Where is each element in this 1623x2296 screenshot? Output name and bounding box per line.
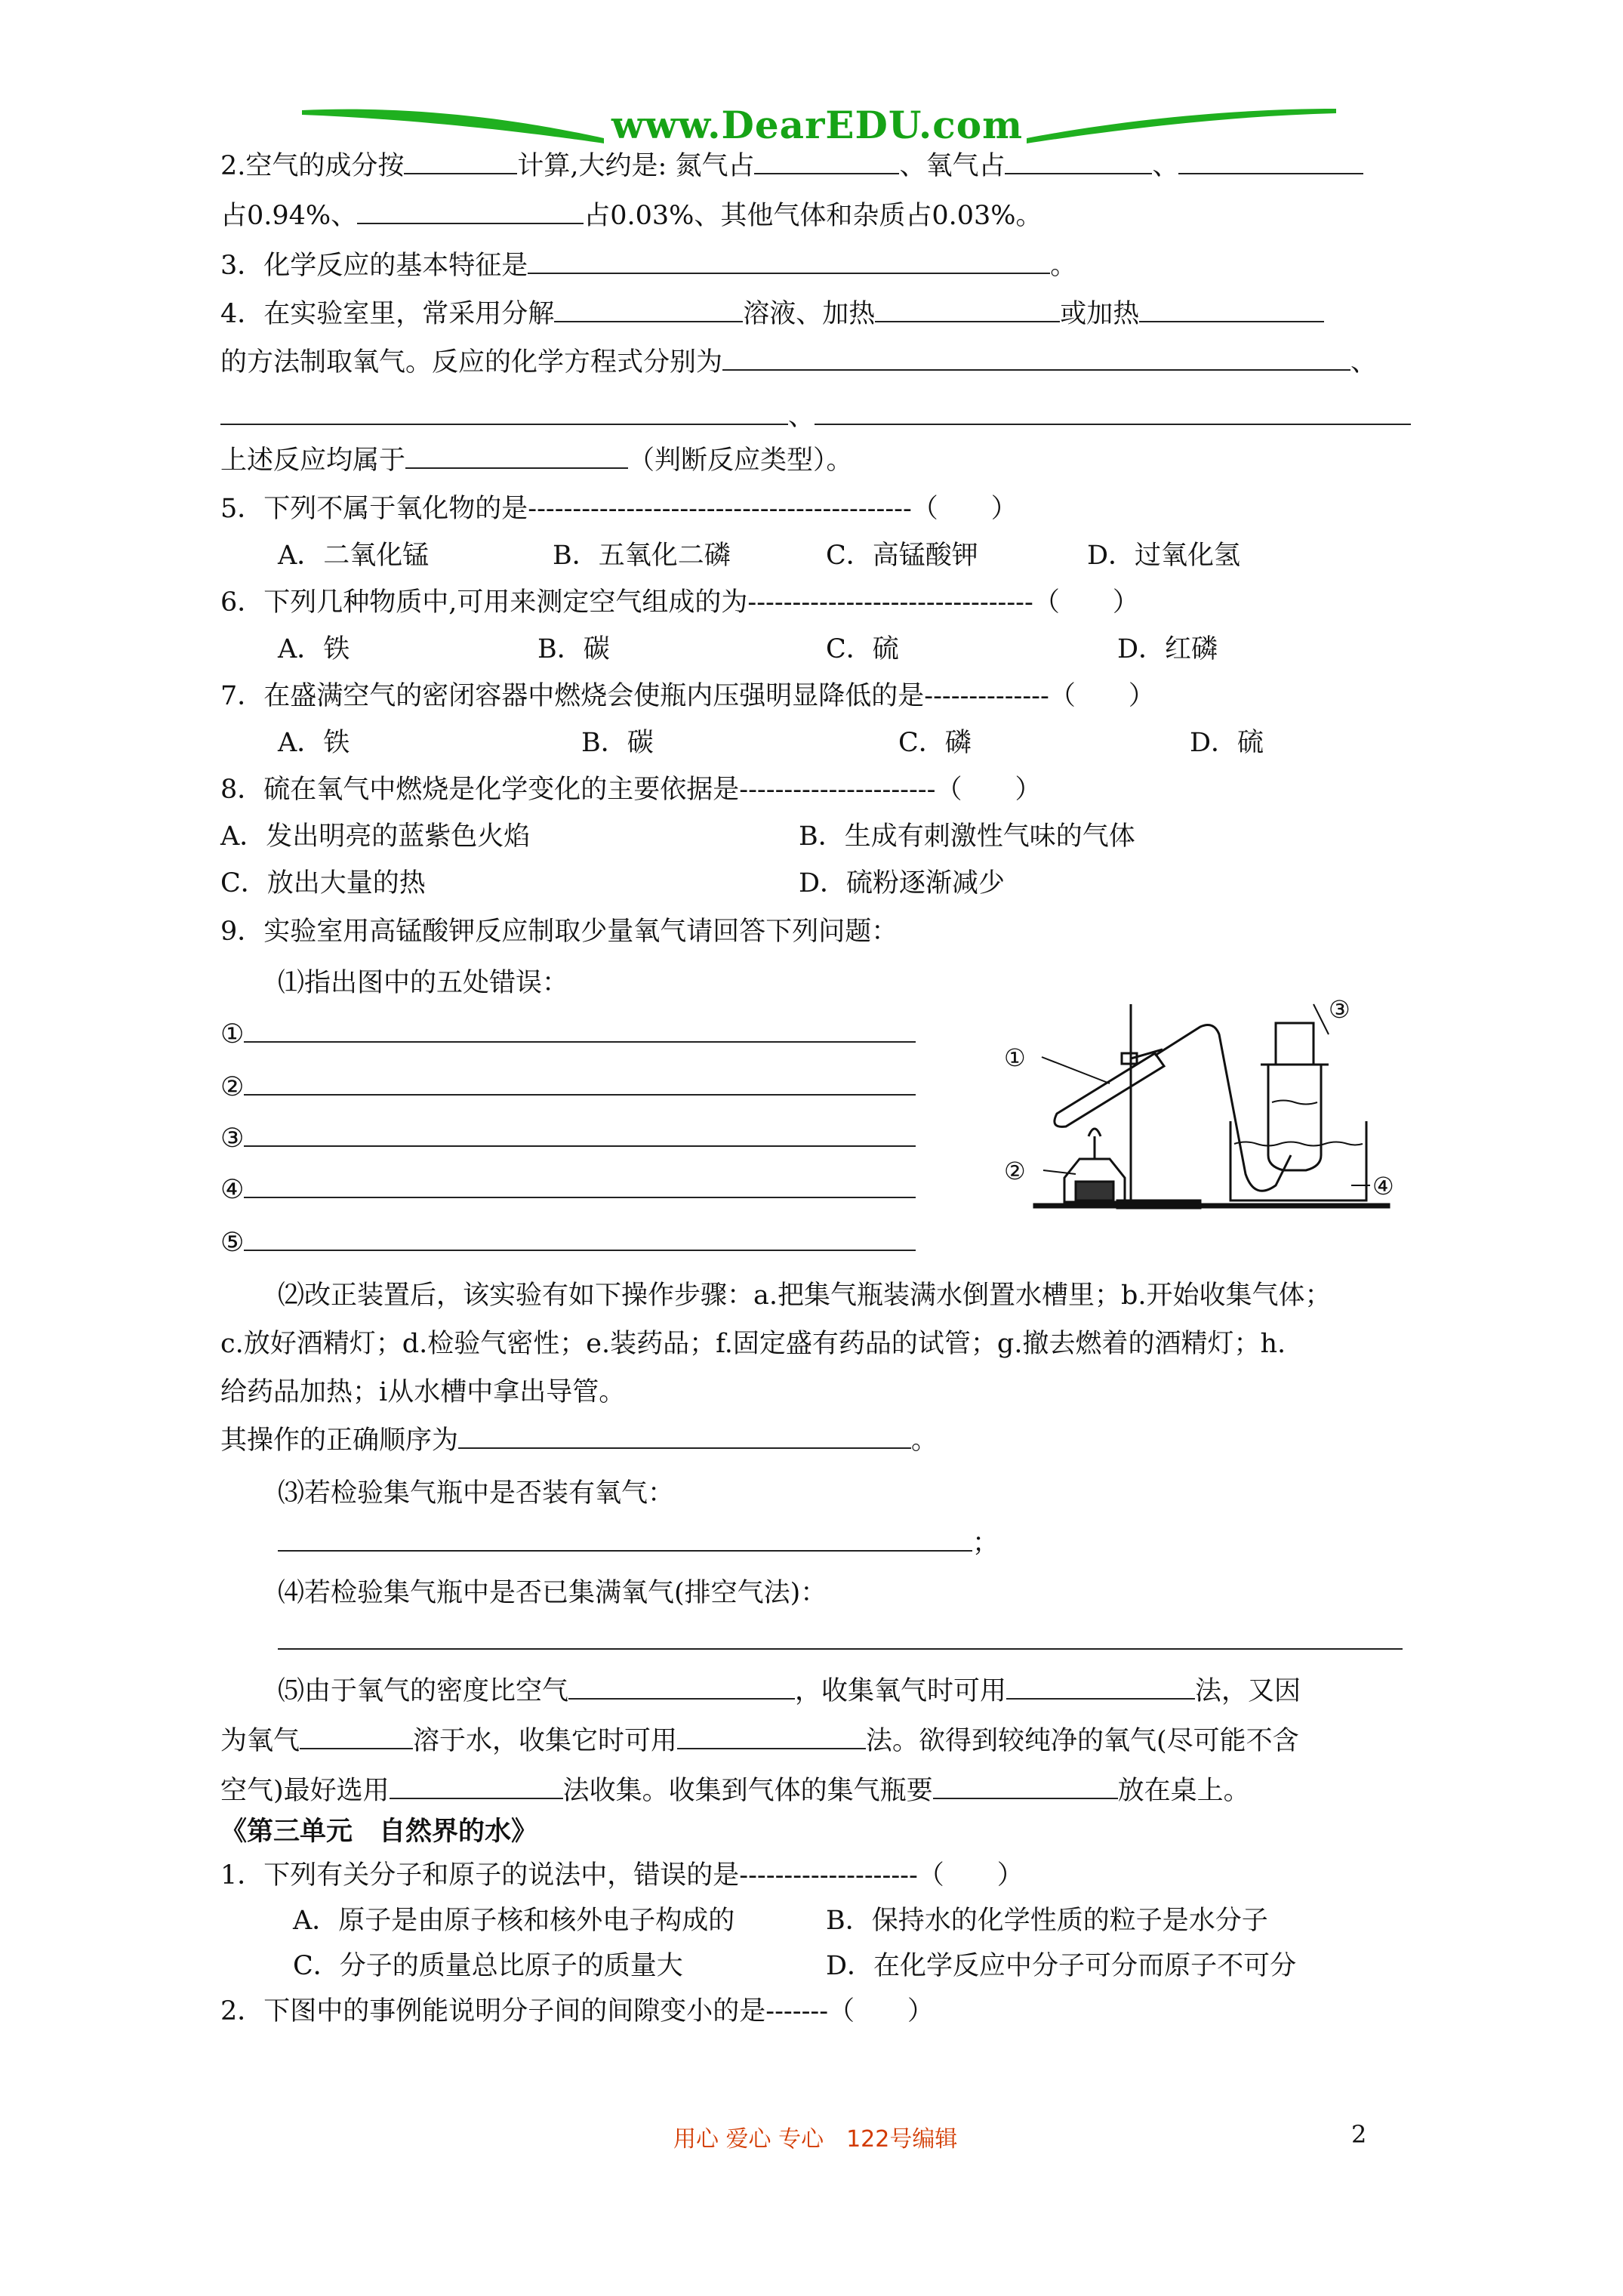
text-line: 3．化学反应的基本特征是 。: [220, 251, 1077, 281]
error-line-4: ④: [220, 1173, 916, 1207]
question-u2: 2．下图中的事例能说明分子间的间隙变小的是-------（ ）: [220, 1996, 935, 2026]
text-line: c.放好酒精灯；d.检验气密性；e.装药品；f.固定盛有药品的试管；g.撤去燃着的酒精灯；h.: [220, 1329, 1286, 1359]
text-line: ⑷若检验集气瓶中是否已集满氧气(排空气法)：: [278, 1578, 827, 1608]
text-line: ⑸由于氧气的密度比空气 ，收集氧气时可用 法，又因: [278, 1676, 1301, 1706]
option-d: D．在化学反应中分子可分而原子不可分: [826, 1951, 1297, 1981]
error-line-5: ⑤: [220, 1226, 916, 1259]
text-line: 占0.94%、 占0.03%、其他气体和杂质占0.03%。: [220, 201, 1042, 231]
option-c: C．分子的质量总比原子的质量大: [293, 1951, 683, 1981]
text-line: 4．在实验室里，常采用分解 溶液、加热 或加热: [220, 297, 1324, 331]
apparatus-figure: [974, 982, 1442, 1231]
text-line: ⑵改正装置后，该实验有如下操作步骤：a.把集气瓶装满水倒置水槽里；b.开始收集气体；: [278, 1281, 1332, 1311]
error-line-1: ①: [220, 1018, 916, 1051]
text-line: 2.空气的成分按 计算,大约是: 氮气占 、氧气占 、: [220, 149, 1363, 183]
option-b: B．碳: [581, 728, 654, 758]
figure-label-4: ④: [1372, 1172, 1394, 1200]
error-line-3: ③: [220, 1122, 916, 1155]
option-c: C．放出大量的热: [220, 868, 426, 898]
option-a: A．铁: [278, 634, 350, 664]
question-8: 8．硫在氧气中燃烧是化学变化的主要依据是----------------------（ ）: [220, 775, 1042, 805]
question-9: 9．实验室用高锰酸钾反应制取少量氧气请回答下列问题：: [220, 917, 898, 947]
question-6: 6．下列几种物质中,可用来测定空气组成的为--------------------------------（ ）: [220, 587, 1139, 618]
text-line: 、: [220, 400, 1411, 433]
figure-label-2: ②: [1004, 1157, 1026, 1185]
site-logo[interactable]: www.DearEDU.com: [611, 103, 1024, 147]
option-d: D．硫粉逐渐减少: [799, 868, 1006, 898]
text-line: 的方法制取氧气。反应的化学方程式分别为 、: [220, 347, 1378, 378]
option-d: D．过氧化氢: [1087, 541, 1241, 571]
text-line: ；: [278, 1527, 999, 1560]
option-a: A．原子是由原子核和核外电子构成的: [293, 1906, 735, 1936]
question-u1: 1．下列有关分子和原子的说法中，错误的是--------------------（ ）: [220, 1860, 1024, 1891]
text-line: 给药品加热；i从水槽中拿出导管。: [220, 1377, 626, 1407]
text-line: 上述反应均属于 （判断反应类型）。: [220, 445, 853, 476]
footer-text: 用心 爱心 专心 122号编辑: [673, 2126, 958, 2153]
option-a: A．铁: [278, 728, 350, 758]
question-7: 7．在盛满空气的密闭容器中燃烧会使瓶内压强明显降低的是--------------（ ）: [220, 681, 1155, 711]
sub-question-1: ⑴指出图中的五处错误：: [278, 968, 569, 998]
option-b: B．生成有刺激性气味的气体: [799, 821, 1135, 852]
option-b: B．保持水的化学性质的粒子是水分子: [826, 1906, 1268, 1936]
option-d: D．红磷: [1117, 634, 1218, 664]
option-c: C．磷: [898, 728, 972, 758]
section-heading: 《第三单元 自然界的水》: [220, 1816, 538, 1847]
question-5: 5．下列不属于氧化物的是-------------------------------------------（ ）: [220, 494, 1018, 524]
option-c: C．硫: [826, 634, 899, 664]
option-b: B．五氧化二磷: [553, 541, 731, 571]
text-line: ⑶若检验集气瓶中是否装有氧气：: [278, 1478, 675, 1509]
option-b: B．碳: [537, 634, 610, 664]
error-line-2: ②: [220, 1071, 916, 1104]
text-line: [278, 1625, 1403, 1658]
text-line: 空气)最好选用 法收集。收集到气体的集气瓶要 放在桌上。: [220, 1776, 1250, 1806]
figure-label-3: ③: [1329, 995, 1350, 1024]
text-line: 为氧气 溶于水，收集它时可用 法。欲得到较纯净的氧气(尽可能不含: [220, 1726, 1299, 1756]
figure-label-1: ①: [1004, 1043, 1026, 1072]
page-number: 2: [1351, 2120, 1367, 2149]
option-c: C．高锰酸钾: [826, 541, 978, 571]
option-d: D．硫: [1190, 728, 1264, 758]
text-line: 其操作的正确顺序为 。: [220, 1425, 938, 1456]
option-a: A．发出明亮的蓝紫色火焰: [220, 821, 531, 852]
option-a: A．二氧化锰: [278, 541, 430, 571]
